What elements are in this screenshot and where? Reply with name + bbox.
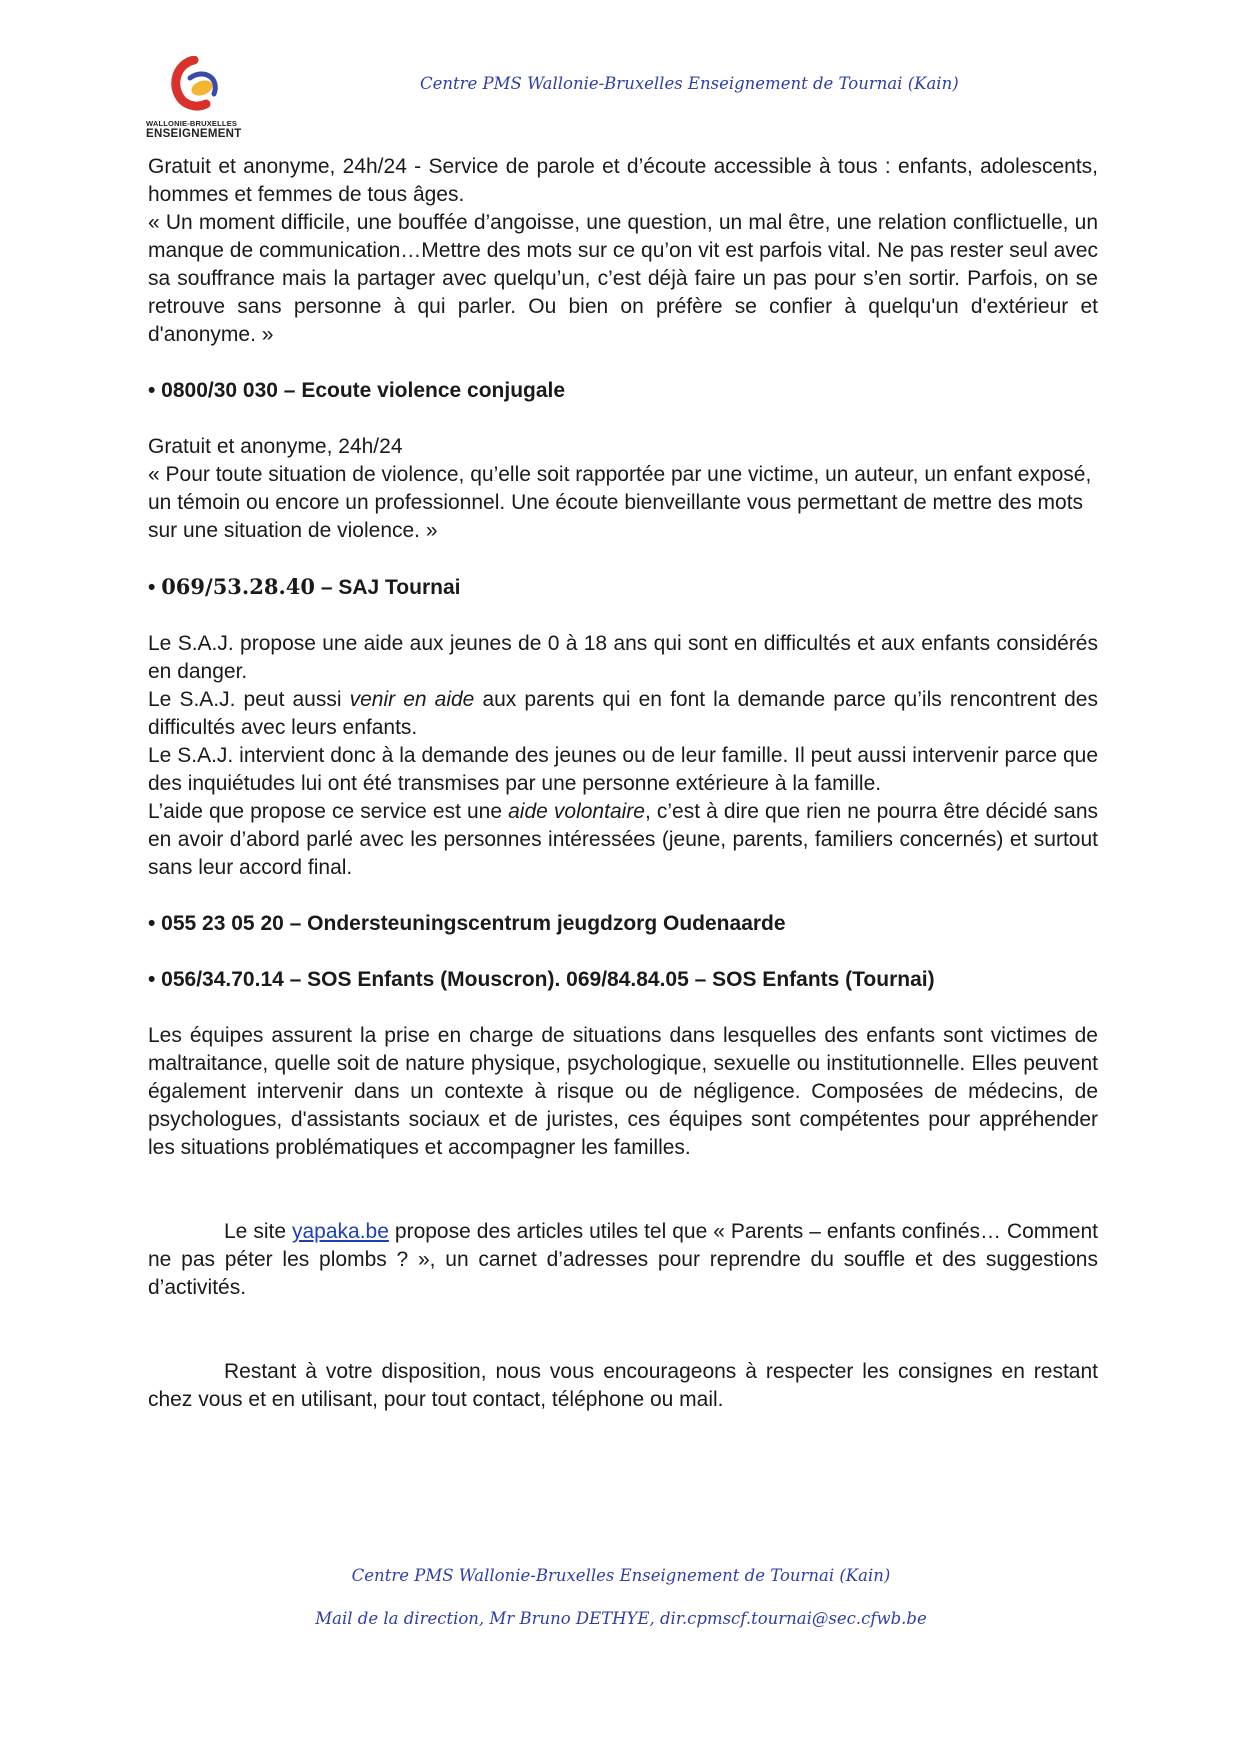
saj-paragraph-4 — [148, 798, 1098, 882]
saj-p4-b: , c’est à dire que rien ne pourra être décidé sans en avoir d’abord parlé avec les personnes intéressées (jeune, parents, familiers concernés) et surtout sans leur accord final. — [148, 800, 1099, 879]
wbe-logo-icon — [164, 56, 228, 114]
saj-p4-a: L’aide que propose ce service est une — [148, 800, 509, 823]
saj-p2-a: Le S.A.J. peut aussi — [148, 688, 350, 711]
saj-paragraph-1: Le S.A.J. propose une aide aux jeunes de 0 à 18 ans qui sont en difficultés et aux enfants considérés en danger. — [148, 632, 1098, 683]
saj-p2-b: aux parents qui en font la demande parce qu’ils rencontrent des difficultés avec leurs enfants. — [148, 688, 1098, 739]
yapaka-paragraph — [148, 1218, 1098, 1302]
violence-heading: • 0800/30 030 – Ecoute violence conjugale — [148, 379, 566, 402]
sos-paragraph: Les équipes assurent la prise en charge de situations dans lesquelles des enfants sont victimes de maltraitance, quelle soit de nature physique, psychologique, sexuelle ou institutionnelle. Elles peuvent également intervenir dans un contexte à risque ou de négligence. Composées de médecins, de psychologues, d'assistants sociaux et de juristes, ces équipes sont compétentes pour appréhender les situations problématiques et accompagner les familles. — [148, 1024, 1098, 1159]
saj-heading-title: – SAJ Tournai — [315, 576, 461, 599]
yapaka-before: Le site — [224, 1220, 292, 1243]
yapaka-link[interactable]: yapaka.be — [292, 1220, 389, 1243]
sos-heading: • 056/34.70.14 – SOS Enfants (Mouscron). 069/84.84.05 – SOS Enfants (Tournai) — [148, 968, 935, 991]
header-title: Centre PMS Wallonie-Bruxelles Enseignement de Tournai (Kain) — [420, 74, 959, 93]
footer-contact: Mail de la direction, Mr Bruno DETHYE, dir.cpmscf.tournai@sec.cfwb.be — [315, 1609, 927, 1628]
wbe-logo — [146, 56, 246, 140]
saj-p4-emphasis: aide volontaire — [508, 800, 645, 823]
saj-paragraph-2 — [148, 686, 1098, 742]
intro-paragraph-1: Gratuit et anonyme, 24h/24 - Service de parole et d’écoute accessible à tous : enfants, adolescents, hommes et femmes de tous âges. — [148, 155, 1098, 206]
oudenaarde-heading: • 055 23 05 20 – Ondersteuningscentrum jeugdzorg Oudenaarde — [148, 912, 786, 935]
saj-heading — [148, 573, 1098, 602]
saj-phone: 069/53.28.40 — [161, 574, 315, 599]
yapaka-after: propose des articles utiles tel que « Parents – enfants confinés… Comment ne pas péter les plombs ? », un carnet d’adresses pour reprendre du souffle et des suggestions d’activités. — [148, 1220, 1098, 1299]
closing-paragraph: Restant à votre disposition, nous vous encourageons à respecter les consignes en restant chez vous et en utilisant, pour tout contact, téléphone ou mail. — [148, 1360, 1098, 1411]
intro-paragraph-2: « Un moment difficile, une bouffée d’angoisse, une question, un mal être, une relation conflictuelle, un manque de communication…Mettre des mots sur ce qu’on vit est parfois vital. Ne pas rester seul avec sa souffrance mais la partager avec quelqu’un, c’est déjà faire un pas pour s’en sortir. Parfois, on se retrouve sans personne à qui parler. Ou bien on préfère se confier à quelqu'un d'extérieur et d'anonyme. » — [148, 211, 1098, 346]
logo-line1: WALLONIE-BRUXELLES — [146, 119, 238, 128]
document-body — [148, 153, 1098, 1414]
saj-paragraph-3: Le S.A.J. intervient donc à la demande des jeunes ou de leur famille. Il peut aussi intervenir parce que des inquiétudes lui ont été transmises par une personne extérieure à la famille. — [148, 744, 1098, 795]
footer-center-name: Centre PMS Wallonie-Bruxelles Enseignement de Tournai (Kain) — [351, 1566, 891, 1585]
violence-paragraph-2: « Pour toute situation de violence, qu’elle soit rapportée par une victime, un auteur, un enfant exposé, un témoin ou encore un professionnel. Une écoute bienveillante vous permettant de mettre des mots sur une situation de violence. » — [148, 463, 1092, 542]
violence-paragraph-1: Gratuit et anonyme, 24h/24 — [148, 435, 403, 458]
saj-p2-emphasis: venir en aide — [349, 688, 475, 711]
logo-line2: ENSEIGNEMENT — [146, 128, 242, 140]
saj-bullet: • — [148, 576, 162, 599]
